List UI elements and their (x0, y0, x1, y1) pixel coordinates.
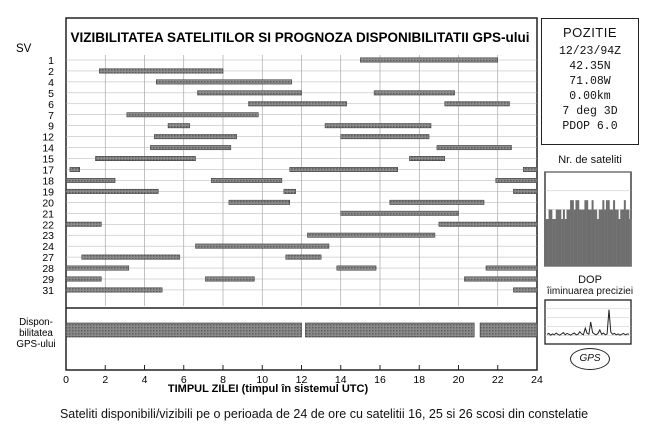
visibility-bar-sv9 (325, 124, 431, 128)
nr-sateliti-bar (558, 210, 560, 266)
nr-sateliti-bar (577, 200, 579, 266)
availability-bar (480, 323, 537, 337)
nr-sateliti-bar (556, 210, 558, 266)
nr-sateliti-bar (608, 200, 610, 266)
x-tick-label: 4 (141, 374, 148, 386)
nr-sateliti-bar (606, 200, 608, 266)
nr-sateliti-bar (583, 210, 585, 266)
position-latitude: 42.35N (569, 60, 611, 73)
nr-sateliti-bar (620, 210, 622, 266)
nr-sateliti-bar (550, 210, 552, 266)
nr-sateliti-bar (602, 200, 604, 266)
nr-sateliti-bar (590, 210, 592, 266)
x-tick-label: 14 (334, 374, 347, 386)
visibility-bar-sv15 (409, 156, 444, 160)
nr-sateliti-bar (572, 200, 574, 266)
nr-sateliti-bar (615, 210, 617, 266)
nr-sateliti-bar (601, 210, 603, 266)
visibility-bar-sv24 (196, 244, 329, 248)
nr-sateliti-bar (579, 210, 581, 266)
nr-sateliti-bar (570, 200, 572, 266)
nr-sateliti-bar (617, 210, 619, 266)
sv-label-4: 4 (48, 76, 54, 89)
x-tick-label: 24 (531, 374, 543, 386)
nr-sateliti-bar (629, 219, 631, 266)
visibility-bar-sv12 (341, 134, 429, 138)
sv-label-29: 29 (42, 274, 54, 286)
visibility-bar-sv29 (66, 277, 101, 281)
nr-sateliti-bar (581, 210, 583, 266)
gps-logo-badge: GPS (570, 348, 610, 370)
visibility-bar-sv19 (66, 189, 158, 193)
sv-label-5: 5 (48, 87, 54, 100)
sv-label-19: 19 (42, 186, 54, 199)
sv-label-9: 9 (48, 120, 54, 133)
nr-sateliti-bar (597, 219, 599, 266)
sv-label-12: 12 (42, 131, 54, 144)
x-tick-label: 22 (491, 374, 504, 386)
sv-label-31: 31 (42, 284, 54, 297)
sv-label-21: 21 (42, 208, 54, 221)
visibility-bar-sv1 (360, 58, 497, 62)
position-date: 12/23/94Z (558, 45, 622, 58)
x-tick-label: 16 (374, 374, 386, 386)
availability-label-line: bilitatea (19, 328, 53, 339)
visibility-bar-sv31 (66, 288, 162, 292)
nr-sateliti-bar (627, 210, 629, 266)
sv-label-20: 20 (42, 197, 54, 210)
nr-sateliti-bar (574, 210, 576, 266)
visibility-bar-sv29 (464, 277, 537, 281)
nr-sateliti-bar (563, 210, 565, 266)
nr-sateliti-bar (613, 200, 615, 266)
sv-label-14: 14 (42, 142, 54, 155)
nr-sateliti-bar (599, 210, 601, 266)
visibility-bar-sv12 (154, 134, 236, 138)
visibility-bar-sv31 (513, 288, 537, 292)
position-mask: 7 deg 3D (562, 105, 618, 118)
visibility-bar-sv18 (496, 178, 537, 182)
visibility-bar-sv18 (66, 178, 115, 182)
visibility-bar-sv20 (390, 200, 484, 204)
visibility-bar-sv6 (445, 102, 510, 106)
visibility-bar-sv5 (197, 91, 301, 95)
sv-label-22: 22 (42, 219, 54, 232)
visibility-bar-sv18 (211, 178, 282, 182)
nr-sateliti-bar (561, 219, 563, 266)
sv-label-2: 2 (48, 65, 54, 78)
visibility-bar-sv17 (290, 167, 398, 171)
x-tick-label: 2 (102, 374, 109, 386)
x-tick-label: 12 (295, 374, 308, 386)
visibility-bar-sv14 (150, 145, 230, 149)
visibility-bar-sv23 (307, 233, 435, 237)
visibility-bar-sv6 (249, 102, 347, 106)
sv-label-7: 7 (48, 109, 54, 122)
visibility-bar-sv17 (70, 167, 80, 171)
nr-sateliti-bar (618, 219, 620, 266)
x-tick-label: 0 (63, 374, 69, 386)
position-altitude: 0.00km (569, 90, 611, 103)
sv-label-28: 28 (42, 263, 54, 276)
nr-sateliti-bar (592, 200, 594, 266)
visibility-bar-sv9 (168, 124, 190, 128)
visibility-bar-sv28 (66, 266, 129, 270)
chart-title: VIZIBILITATEA SATELITILOR SI PROGNOZA DISPONIBILITATII GPS-ului (70, 30, 530, 45)
nr-sateliti-bar (584, 200, 586, 266)
visibility-bar-sv15 (95, 156, 195, 160)
x-tick-label: 18 (413, 374, 426, 386)
nr-sateliti-bar (565, 219, 567, 266)
x-tick-label: 6 (180, 374, 187, 386)
nr-sateliti-bar (604, 210, 606, 266)
position-pdop: PDOP 6.0 (562, 120, 618, 133)
x-tick-label: 20 (452, 374, 465, 386)
x-tick-label: 10 (256, 374, 269, 386)
visibility-bar-sv28 (337, 266, 376, 270)
nr-sateliti-bar (622, 210, 624, 266)
sv-label-6: 6 (48, 98, 54, 111)
sv-label-24: 24 (42, 241, 54, 254)
nr-sateliti-bar (568, 210, 570, 266)
nr-sateliti-bar (593, 210, 595, 266)
availability-label-line: Dispon- (19, 317, 53, 328)
visibility-bar-sv19 (284, 189, 296, 193)
visibility-bar-sv22 (439, 222, 537, 226)
visibility-bar-sv29 (205, 277, 254, 281)
visibility-bar-sv17 (523, 167, 537, 171)
dop-subtitle: îiminuarea preciziei (546, 286, 634, 297)
position-title: POZITIE (562, 25, 618, 40)
dop-frame (545, 300, 631, 344)
nr-sateliti-bar (552, 219, 554, 266)
visibility-bar-sv5 (374, 91, 454, 95)
dop-title: DOP (578, 274, 602, 286)
visibility-bar-sv21 (341, 211, 459, 215)
nr-sateliti-bar (611, 210, 613, 266)
x-tick-label: 8 (220, 374, 226, 386)
sv-label-1: 1 (48, 55, 54, 67)
position-panel (541, 18, 639, 145)
visibility-bar-sv14 (437, 145, 512, 149)
nr-sateliti-bar (624, 200, 626, 266)
nr-sateliti-bar (595, 210, 597, 266)
sv-label-23: 23 (42, 230, 54, 243)
nr-sateliti-bar (559, 210, 561, 266)
visibility-bar-sv28 (486, 266, 537, 270)
figure-caption: Sateliti disponibili/vizibili pe o perioada de 24 de ore cu satelitii 16, 25 si 26 scosi din constelatie (59, 407, 589, 421)
x-axis-label: TIMPUL ZILEI (timpul în sistemul UTC) (167, 383, 369, 395)
visibility-bar-sv20 (229, 200, 290, 204)
nr-sateliti-title: Nr. de sateliti (558, 154, 622, 166)
availability-bar (66, 323, 302, 337)
nr-sateliti-bar (547, 219, 549, 266)
availability-label-line: GPS-ului (16, 339, 56, 350)
visibility-bar-sv27 (286, 255, 321, 259)
position-longitude: 71.08W (569, 75, 611, 88)
nr-sateliti-bar (545, 219, 547, 266)
sv-label-15: 15 (42, 153, 54, 166)
sv-label-18: 18 (42, 175, 54, 188)
nr-sateliti-bar (554, 219, 556, 266)
visibility-bar-sv2 (99, 69, 223, 73)
visibility-bar-sv19 (513, 189, 537, 193)
nr-sateliti-bar (575, 200, 577, 266)
nr-sateliti-bar (549, 210, 551, 266)
nr-sateliti-bar (586, 200, 588, 266)
nr-sateliti-bar (567, 210, 569, 266)
nr-sateliti-bar (588, 210, 590, 266)
sv-label-17: 17 (42, 164, 54, 177)
visibility-bar-sv4 (156, 80, 291, 84)
availability-bar (305, 323, 474, 337)
nr-sateliti-bar (626, 210, 628, 266)
visibility-bar-sv22 (66, 222, 101, 226)
sv-label-27: 27 (42, 252, 54, 265)
sv-axis-label: SV (16, 43, 32, 55)
nr-sateliti-bar (610, 210, 612, 266)
visibility-bar-sv27 (82, 255, 180, 259)
visibility-bar-sv7 (127, 113, 258, 117)
